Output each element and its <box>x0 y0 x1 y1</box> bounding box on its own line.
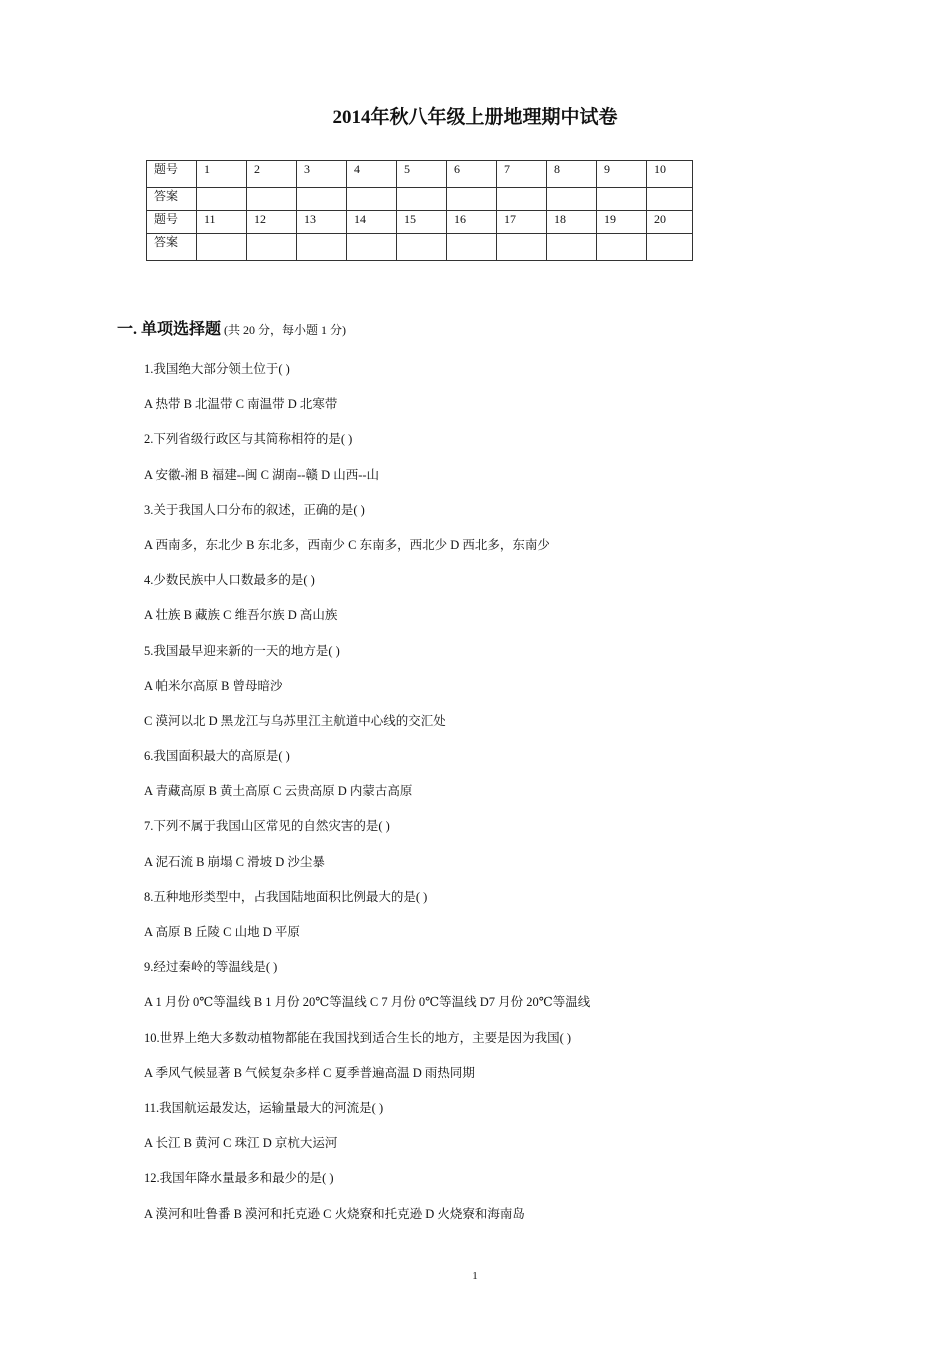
question-options: A 青藏高原 B 黄土高原 C 云贵高原 D 内蒙古高原 <box>144 784 413 799</box>
question-number-row-2 <box>147 211 693 234</box>
question-stem: 8.五种地形类型中，占我国陆地面积比例最大的是( ) <box>144 889 428 904</box>
question-options: A 高原 B 丘陵 C 山地 D 平原 <box>144 925 300 939</box>
question-number-cell: 1 <box>197 161 247 188</box>
answer-cell <box>547 234 597 261</box>
question-number-cell: 20 <box>647 211 693 234</box>
question-stem: 4.少数民族中人口数最多的是( ) <box>144 573 315 588</box>
question-stem: 5.我国最早迎来新的一天的地方是( ) <box>144 643 340 658</box>
answer-cell <box>597 234 647 261</box>
question-stem: 2.下列省级行政区与其简称相符的是( ) <box>144 432 353 447</box>
answer-cell <box>197 234 247 261</box>
answer-cell <box>397 234 447 261</box>
section-heading <box>117 318 346 342</box>
question-list <box>144 359 864 1239</box>
question-stem: 10.世界上绝大多数动植物都能在我国找到适合生长的地方，主要是因为我国( ) <box>144 1030 572 1045</box>
question-number-row-1 <box>147 161 693 188</box>
question-number-cell: 5 <box>397 161 447 188</box>
question-number-cell: 15 <box>397 211 447 234</box>
question-number-cell: 14 <box>347 211 397 234</box>
answer-cell <box>497 188 547 211</box>
question-number-cell: 16 <box>447 211 497 234</box>
question-number-cell: 13 <box>297 211 347 234</box>
question-options: A 漠河和吐鲁番 B 漠河和托克逊 C 火烧寮和托克逊 D 火烧寮和海南岛 <box>144 1206 525 1221</box>
answer-cell <box>397 188 447 211</box>
answer-cell <box>347 234 397 261</box>
answer-cell <box>447 188 497 211</box>
question-stem: 3.关于我国人口分布的叙述，正确的是( ) <box>144 502 365 517</box>
answer-cell <box>497 234 547 261</box>
question-number-cell: 17 <box>497 211 547 234</box>
answer-cell <box>197 188 247 211</box>
answer-cell <box>447 234 497 261</box>
question-number-cell: 10 <box>647 161 693 188</box>
question-options: C 漠河以北 D 黑龙江与乌苏里江主航道中心线的交汇处 <box>144 713 446 728</box>
question-number-cell: 7 <box>497 161 547 188</box>
answer-cell <box>297 234 347 261</box>
page-title: 2014年秋八年级上册地理期中试卷 <box>332 107 618 128</box>
question-stem: 12.我国年降水量最多和最少的是( ) <box>144 1171 334 1186</box>
answer-cell <box>647 234 693 261</box>
question-number-cell: 6 <box>447 161 497 188</box>
answer-row-1 <box>147 188 693 211</box>
question-number-cell: 12 <box>247 211 297 234</box>
question-number-cell: 11 <box>197 211 247 234</box>
answer-cell <box>247 234 297 261</box>
question-number-cell: 3 <box>297 161 347 188</box>
question-stem: 1.我国绝大部分领土位于( ) <box>144 362 290 376</box>
page-number: 1 <box>472 1270 478 1282</box>
question-number-cell: 9 <box>597 161 647 188</box>
answer-cell <box>597 188 647 211</box>
answer-label: 答案 <box>147 234 197 261</box>
answer-table <box>146 160 693 261</box>
answer-cell <box>547 188 597 211</box>
question-number-label: 题号 <box>147 211 197 234</box>
question-stem: 7.下列不属于我国山区常见的自然灾害的是( ) <box>144 819 390 834</box>
question-stem: 11.我国航运最发达，运输量最大的河流是( ) <box>144 1100 384 1115</box>
answer-label: 答案 <box>147 188 197 211</box>
question-options: A 壮族 B 藏族 C 维吾尔族 D 高山族 <box>144 608 338 623</box>
question-number-cell: 19 <box>597 211 647 234</box>
answer-row-2 <box>147 234 693 261</box>
question-stem: 6.我国面积最大的高原是( ) <box>144 749 290 764</box>
question-number-label: 题号 <box>147 161 197 188</box>
question-stem: 9.经过秦岭的等温线是( ) <box>144 960 278 975</box>
question-options: A 西南多，东北少 B 东北多，西南少 C 东南多，西北少 D 西北多，东南少 <box>144 537 550 552</box>
section-title: 一. 单项选择题 <box>117 321 222 338</box>
question-options: A 帕米尔高原 B 曾母暗沙 <box>144 678 283 693</box>
question-options: A 泥石流 B 崩塌 C 滑坡 D 沙尘暴 <box>144 854 325 869</box>
question-number-cell: 18 <box>547 211 597 234</box>
answer-cell <box>347 188 397 211</box>
question-number-cell: 8 <box>547 161 597 188</box>
question-options: A 季风气候显著 B 气候复杂多样 C 夏季普遍高温 D 雨热同期 <box>144 1065 475 1080</box>
answer-cell <box>247 188 297 211</box>
section-note: (共 20 分，每小题 1 分) <box>221 323 347 337</box>
question-options: A 1 月份 0℃等温线 B 1 月份 20℃等温线 C 7 月份 0℃等温线 D7 月份 20℃等温线 <box>144 995 591 1010</box>
question-options: A 长江 B 黄河 C 珠江 D 京杭大运河 <box>144 1136 338 1151</box>
answer-cell <box>647 188 693 211</box>
question-options: A 安徽-湘 B 福建--闽 C 湖南--赣 D 山西--山 <box>144 467 380 482</box>
answer-cell <box>297 188 347 211</box>
question-number-cell: 4 <box>347 161 397 188</box>
question-options: A 热带 B 北温带 C 南温带 D 北寒带 <box>144 397 338 412</box>
question-number-cell: 2 <box>247 161 297 188</box>
